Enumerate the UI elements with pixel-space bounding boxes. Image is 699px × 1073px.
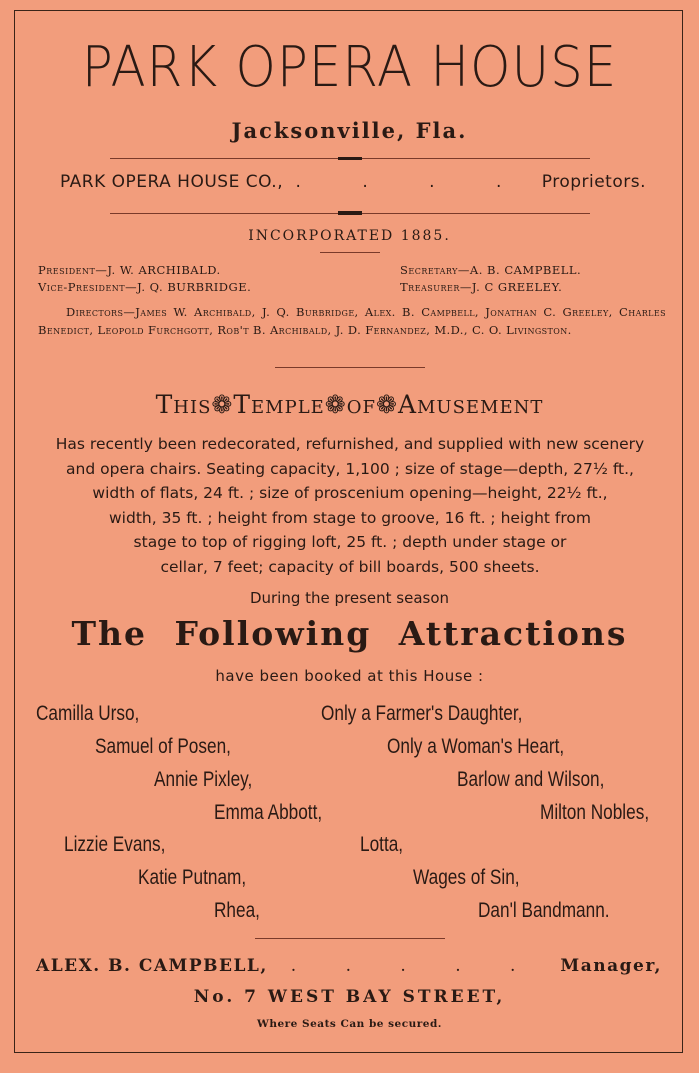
short-rule	[255, 938, 445, 939]
officer-treasurer: Treasurer—J. C GREELEY.	[400, 280, 563, 294]
divider-ornament	[338, 157, 362, 160]
attraction-left: Lizzie Evans,	[64, 833, 166, 856]
attraction-left: Camilla Urso,	[36, 702, 140, 725]
address-line: No. 7 WEST BAY STREET,	[193, 987, 506, 1007]
attraction-right: Only a Woman's Heart,	[387, 735, 565, 758]
attraction-right: Milton Nobles,	[540, 801, 650, 824]
manager-line	[36, 956, 662, 976]
officer-president: President—J. W. ARCHIBALD.	[38, 263, 221, 277]
directors-list: Directors—James W. Archibald, J. Q. Burbridge, Alex. B. Campbell, Jonathan C. Greeley, Charles Benedict, Leopold Furchgott, Rob't B. Archibald, J. D. Fernandez, M.D., C. O. Livingston.	[38, 305, 666, 337]
city-line: Jacksonville, Fla.	[231, 118, 468, 143]
attraction-left: Samuel of Posen,	[95, 735, 231, 758]
manager-dots: . . . . .	[290, 956, 538, 976]
manager-name: ALEX. B. CAMPBELL,	[36, 956, 268, 976]
officer-vice-president: Vice-President—J. Q. BURBRIDGE.	[38, 280, 252, 294]
attraction-right: Lotta,	[360, 833, 404, 856]
description-line: and opera chairs. Seating capacity, 1,100 ; size of stage—depth, 27½ ft.,	[66, 459, 634, 478]
attraction-right: Dan'l Bandmann.	[478, 899, 610, 922]
proprietor-role: Proprietors.	[541, 172, 646, 192]
page-title: PARK OPERA HOUSE	[81, 35, 618, 100]
proprietor-name: PARK OPERA HOUSE CO.,	[60, 172, 284, 192]
temple-heading: This❁Temple❁of❁Amusement	[155, 390, 544, 419]
proprietor-line	[60, 172, 646, 192]
description-line: width of flats, 24 ft. ; size of proscenium opening—height, 22½ ft.,	[92, 484, 608, 502]
booked-line: have been booked at this House :	[215, 667, 484, 685]
officer-secretary: Secretary—A. B. CAMPBELL.	[400, 263, 582, 277]
attraction-left: Rhea,	[214, 899, 260, 922]
short-rule	[320, 252, 380, 253]
attraction-left: Katie Putnam,	[138, 866, 247, 889]
attraction-left: Emma Abbott,	[214, 801, 323, 824]
attraction-left: Annie Pixley,	[154, 768, 253, 791]
description-line: cellar, 7 feet; capacity of bill boards, 500 sheets.	[160, 557, 540, 576]
seats-note: Where Seats Can be secured.	[257, 1018, 442, 1030]
attraction-right: Only a Farmer's Daughter,	[321, 702, 523, 725]
proprietor-dots: . . . .	[295, 172, 530, 192]
divider-ornament	[338, 211, 362, 215]
season-line: During the present season	[249, 589, 450, 607]
attraction-right: Wages of Sin,	[413, 866, 520, 889]
incorporated-line: INCORPORATED 1885.	[248, 228, 451, 244]
description-line: Has recently been redecorated, refurnished, and supplied with new scenery	[55, 435, 645, 453]
short-rule	[275, 367, 425, 368]
attractions-heading: The Following Attractions	[71, 614, 628, 653]
attraction-right: Barlow and Wilson,	[457, 768, 605, 791]
description	[30, 432, 670, 579]
description-line: width, 35 ft. ; height from stage to groove, 16 ft. ; height from	[109, 508, 591, 527]
officers-block	[38, 262, 658, 296]
manager-role: Manager,	[560, 956, 662, 976]
description-line: stage to top of rigging loft, 25 ft. ; depth under stage or	[133, 533, 567, 551]
